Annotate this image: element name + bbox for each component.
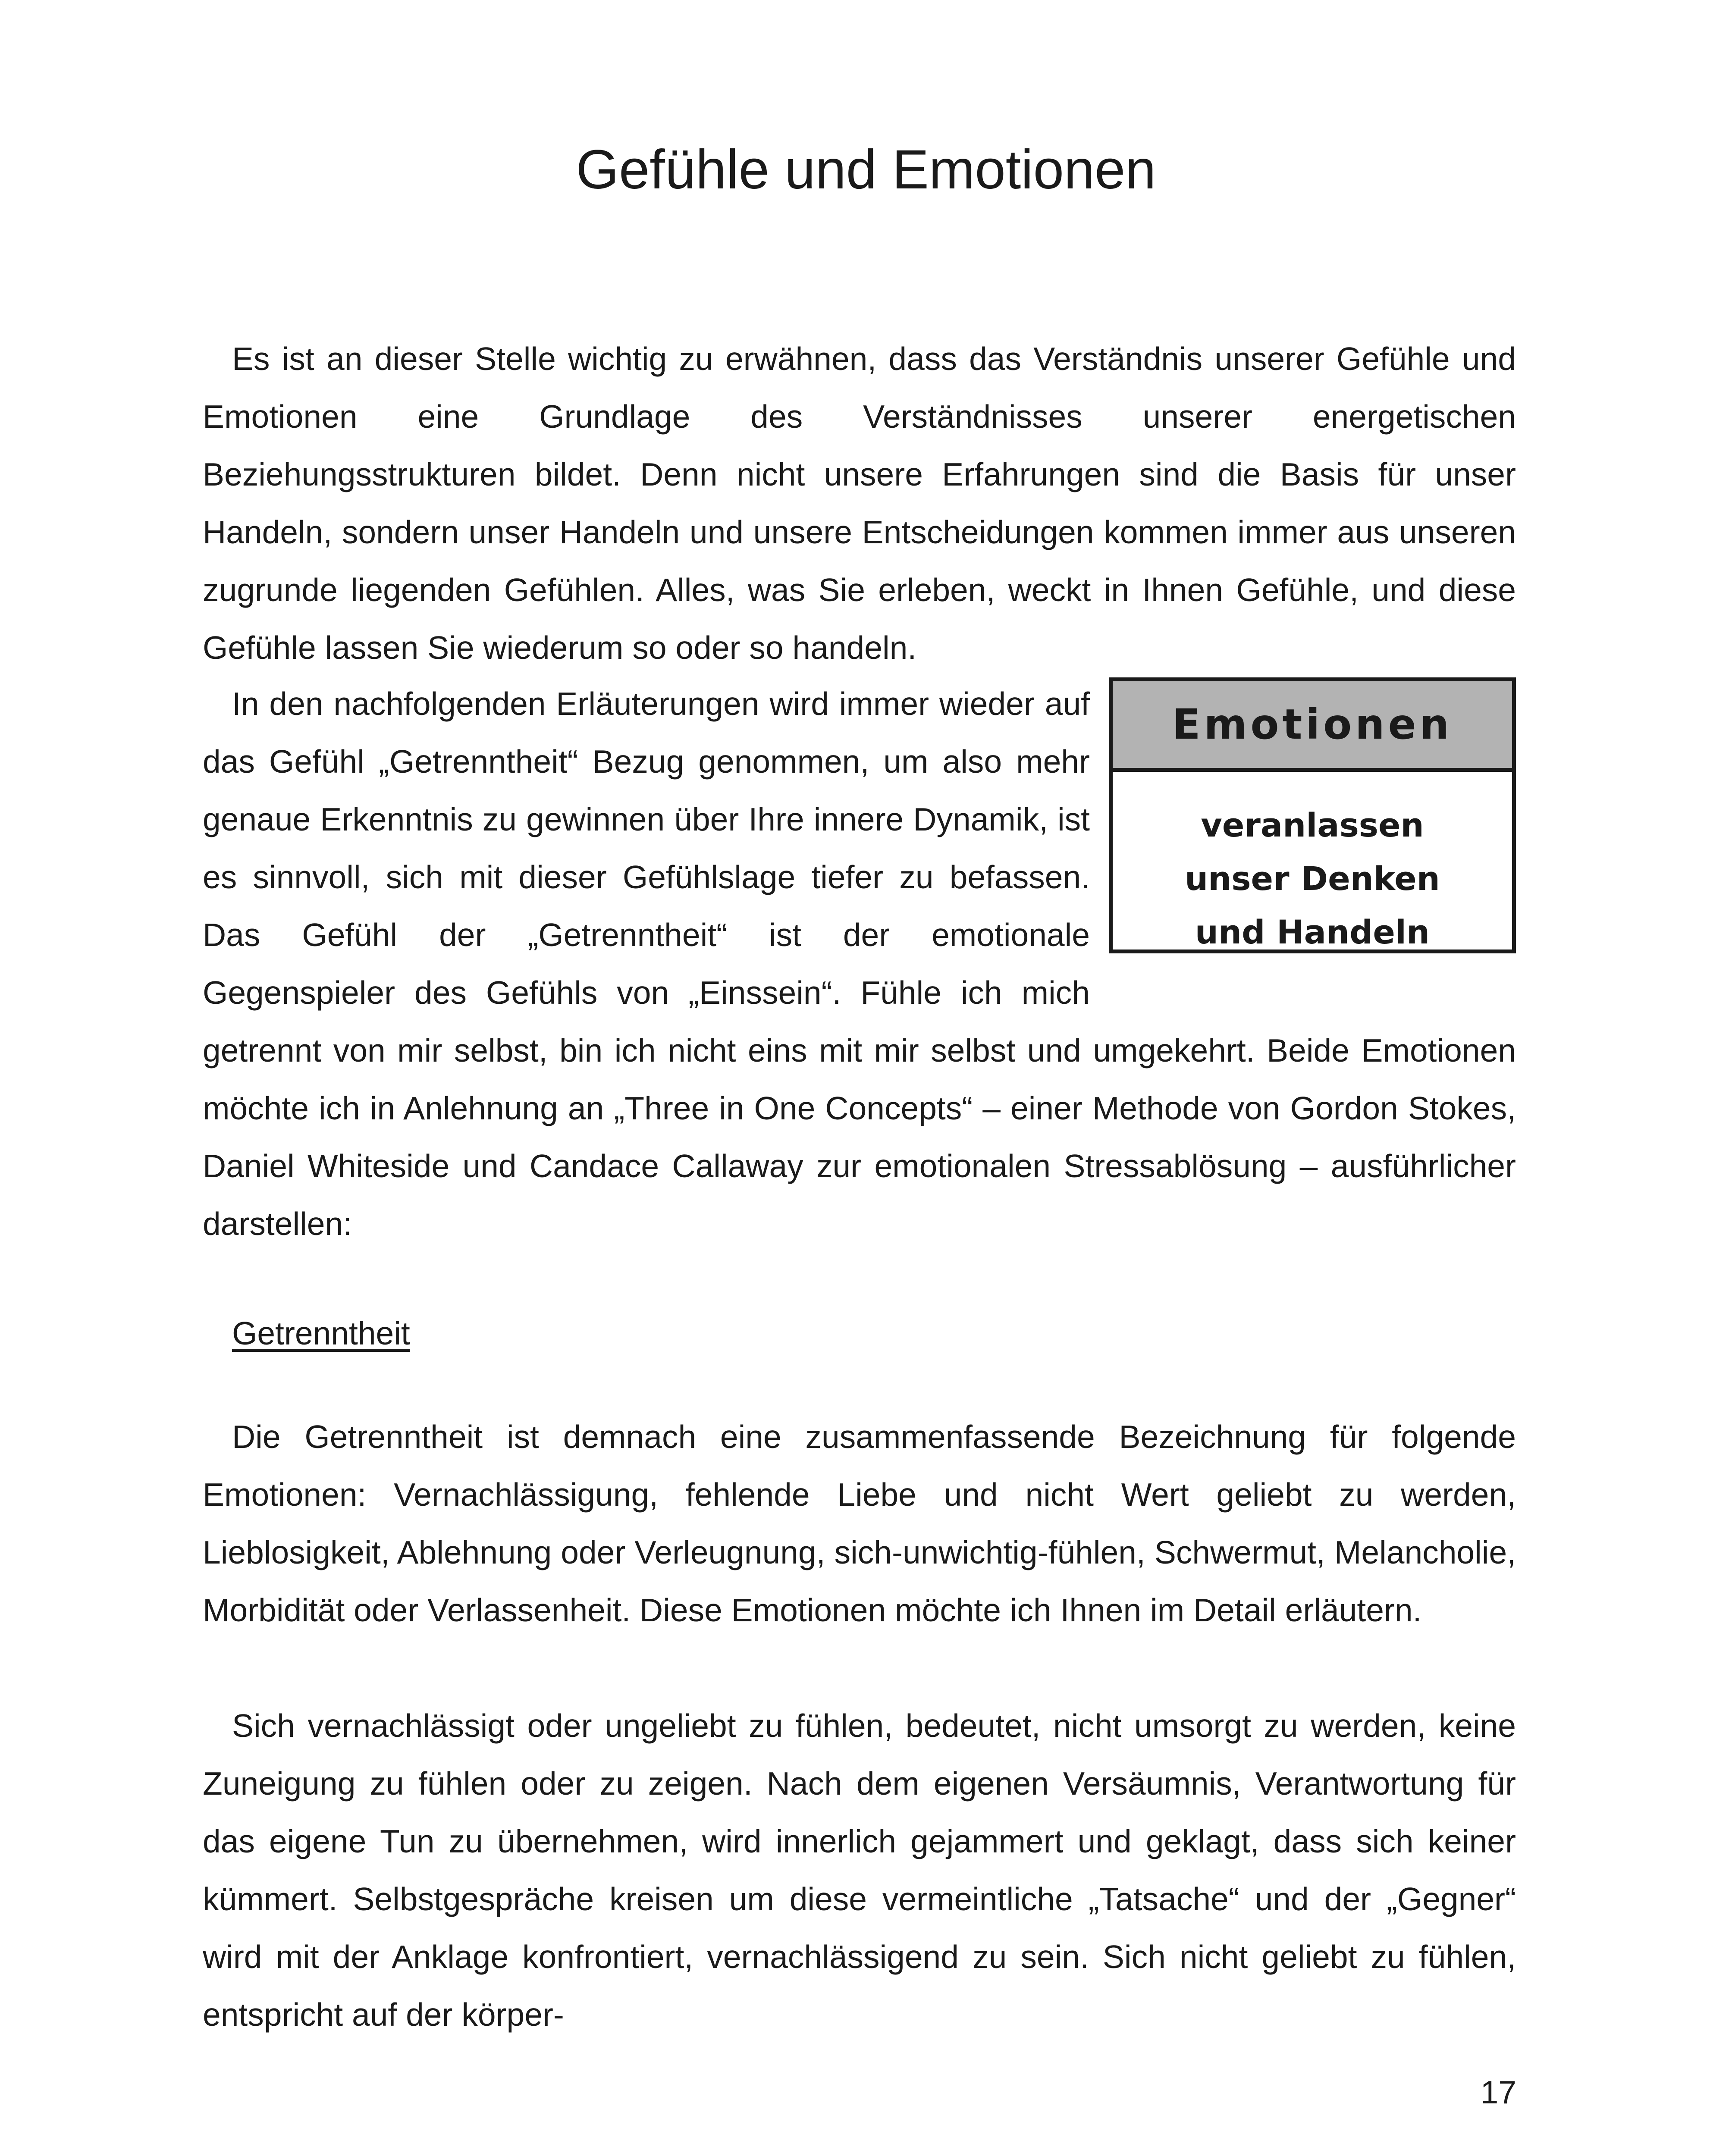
sidebar-box-line: unser Denken bbox=[1185, 859, 1440, 898]
page-number: 17 bbox=[1480, 2074, 1516, 2110]
paragraph-getrenntheit-intro bbox=[203, 675, 1516, 1253]
paragraph-emotion-list: Die Getrenntheit ist demnach eine zusammenfassende Bezeichnung für folgende Emotionen: Vernachlässigung, fehlende Liebe und nicht Wert geliebt zu werden, Lieblosigkeit, Ablehnung oder Verleugnung, sich-unwichtig-fühlen, Schwermut, Melancholie, Morbidität oder Verlassenheit. Diese Emotionen möchte ich Ihnen im Detail erläutern. bbox=[203, 1419, 1516, 1628]
paragraph-intro: Es ist an dieser Stelle wichtig zu erwähnen, dass das Verständnis unserer Gefühle und Emotionen eine Grundlage des Verständnisses unserer energetischen Beziehungsstrukturen bildet. Denn nicht unsere Erfahrungen sind die Basis für unser Handeln, sondern unser Handeln und unsere Entscheidungen kommen immer aus unseren zugrunde liegenden Gefühlen. Alles, was Sie erleben, weckt in Ihnen Gefühle, und diese Gefühle lassen Sie wiederum so oder so handeln. bbox=[203, 341, 1516, 666]
sidebar-box-heading: Emotionen bbox=[1113, 681, 1512, 772]
section-heading-getrenntheit: Getrenntheit bbox=[232, 1315, 410, 1351]
sidebar-box-line: und Handeln bbox=[1195, 913, 1430, 951]
page-title: Gefühle und Emotionen bbox=[576, 139, 1156, 201]
sidebar-box-body bbox=[1113, 772, 1512, 959]
paragraph-2-text: In den nachfolgenden Erläuterungen wird immer wieder auf das Gefühl „Getrenntheit“ Bezug genommen, um also mehr genaue Erkenntnis zu gewinnen über Ihre innere Dynamik, ist es sinnvoll, sich mit dieser Gefühlslage tiefer zu befassen. Das Gefühl der „Getrenntheit“ ist der emotionale Gegenspieler des Gefühls von „Einssein“. Fühle ich mich getrennt von mir selbst, bin ich nicht eins mit mir selbst und umgekehrt. Beide Emotionen möchte ich in Anlehnung an „Three in One Concepts“ – einer Methode von Gordon Stokes, Daniel Whiteside und Candace Callaway zur emotionalen Stressablösung – ausführlicher darstellen: bbox=[203, 686, 1516, 1242]
paragraph-vernachlaessigung: Sich vernachlässigt oder ungeliebt zu fühlen, bedeutet, nicht umsorgt zu werden, keine Zuneigung zu fühlen oder zu zeigen. Nach dem eigenen Versäumnis, Verantwortung für das eigene Tun zu übernehmen, wird innerlich gejammert und geklagt, dass sich keiner kümmert. Selbstgespräche kreisen um diese vermeintliche „Tatsache“ und der „Gegner“ wird mit der Anklage konfrontiert, vernachlässigend zu sein. Sich nicht geliebt zu fühlen, entspricht auf der körper- bbox=[203, 1708, 1516, 2033]
sidebar-box-line: veranlassen bbox=[1201, 806, 1424, 844]
emotionen-sidebar-box bbox=[1109, 677, 1516, 953]
